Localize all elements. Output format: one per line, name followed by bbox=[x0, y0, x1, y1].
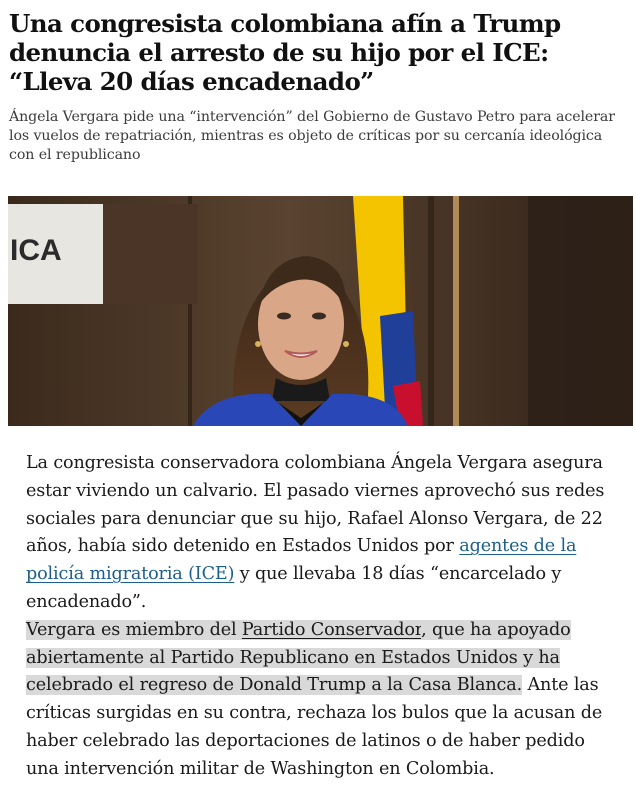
paragraph-2 bbox=[26, 617, 608, 784]
wall-sign bbox=[8, 204, 198, 304]
paragraph-2-highlight-start: Vergara es miembro del bbox=[26, 619, 242, 640]
photo-illustration bbox=[8, 196, 633, 426]
paragraph-2-highlight-end: , que ha apoyado abiertamente al Partido Republicano en Estados Unidos y ha celebrado el regreso de Donald Trump a la Casa Blanca. bbox=[26, 619, 571, 696]
article-photo bbox=[8, 196, 633, 426]
wall-sign-text: ICA bbox=[10, 234, 62, 267]
ice-agents-link[interactable]: agentes de la policía migratoria (ICE) bbox=[26, 536, 577, 585]
paragraph-1-text-before-link: La congresista conservadora colombiana Ángela Vergara asegura estar viviendo un calvario. El pasado viernes aprovechó sus redes sociales para denunciar que su hijo, Rafael Alonso Vergara, de 22 años, había sido detenido en Estados Unidos por bbox=[26, 453, 605, 557]
article-headline: Una congresista colombiana afín a Trump denuncia el arresto de su hijo por el ICE: “Lleva 20 días encadenado” bbox=[9, 9, 561, 96]
paragraph-1 bbox=[26, 450, 608, 617]
paragraph-2-rest: Ante las críticas surgidas en su contra, rechaza los bulos que la acusan de haber celebrado las deportaciones de latinos o de haber pedido una intervención militar de Washington en Colombia. bbox=[26, 675, 603, 779]
article-subheadline: Ángela Vergara pide una “intervención” del Gobierno de Gustavo Petro para acelerar los vuelos de repatriación, mientras es objeto de críticas por su cercanía ideológica con el republicano bbox=[9, 109, 615, 163]
partido-conservador-link[interactable]: Partido Conservador bbox=[241, 619, 422, 640]
paragraph-1-text-after-link: y que llevaba 18 días “encarcelado y encadenado”. bbox=[26, 564, 562, 612]
article-body bbox=[26, 450, 608, 784]
